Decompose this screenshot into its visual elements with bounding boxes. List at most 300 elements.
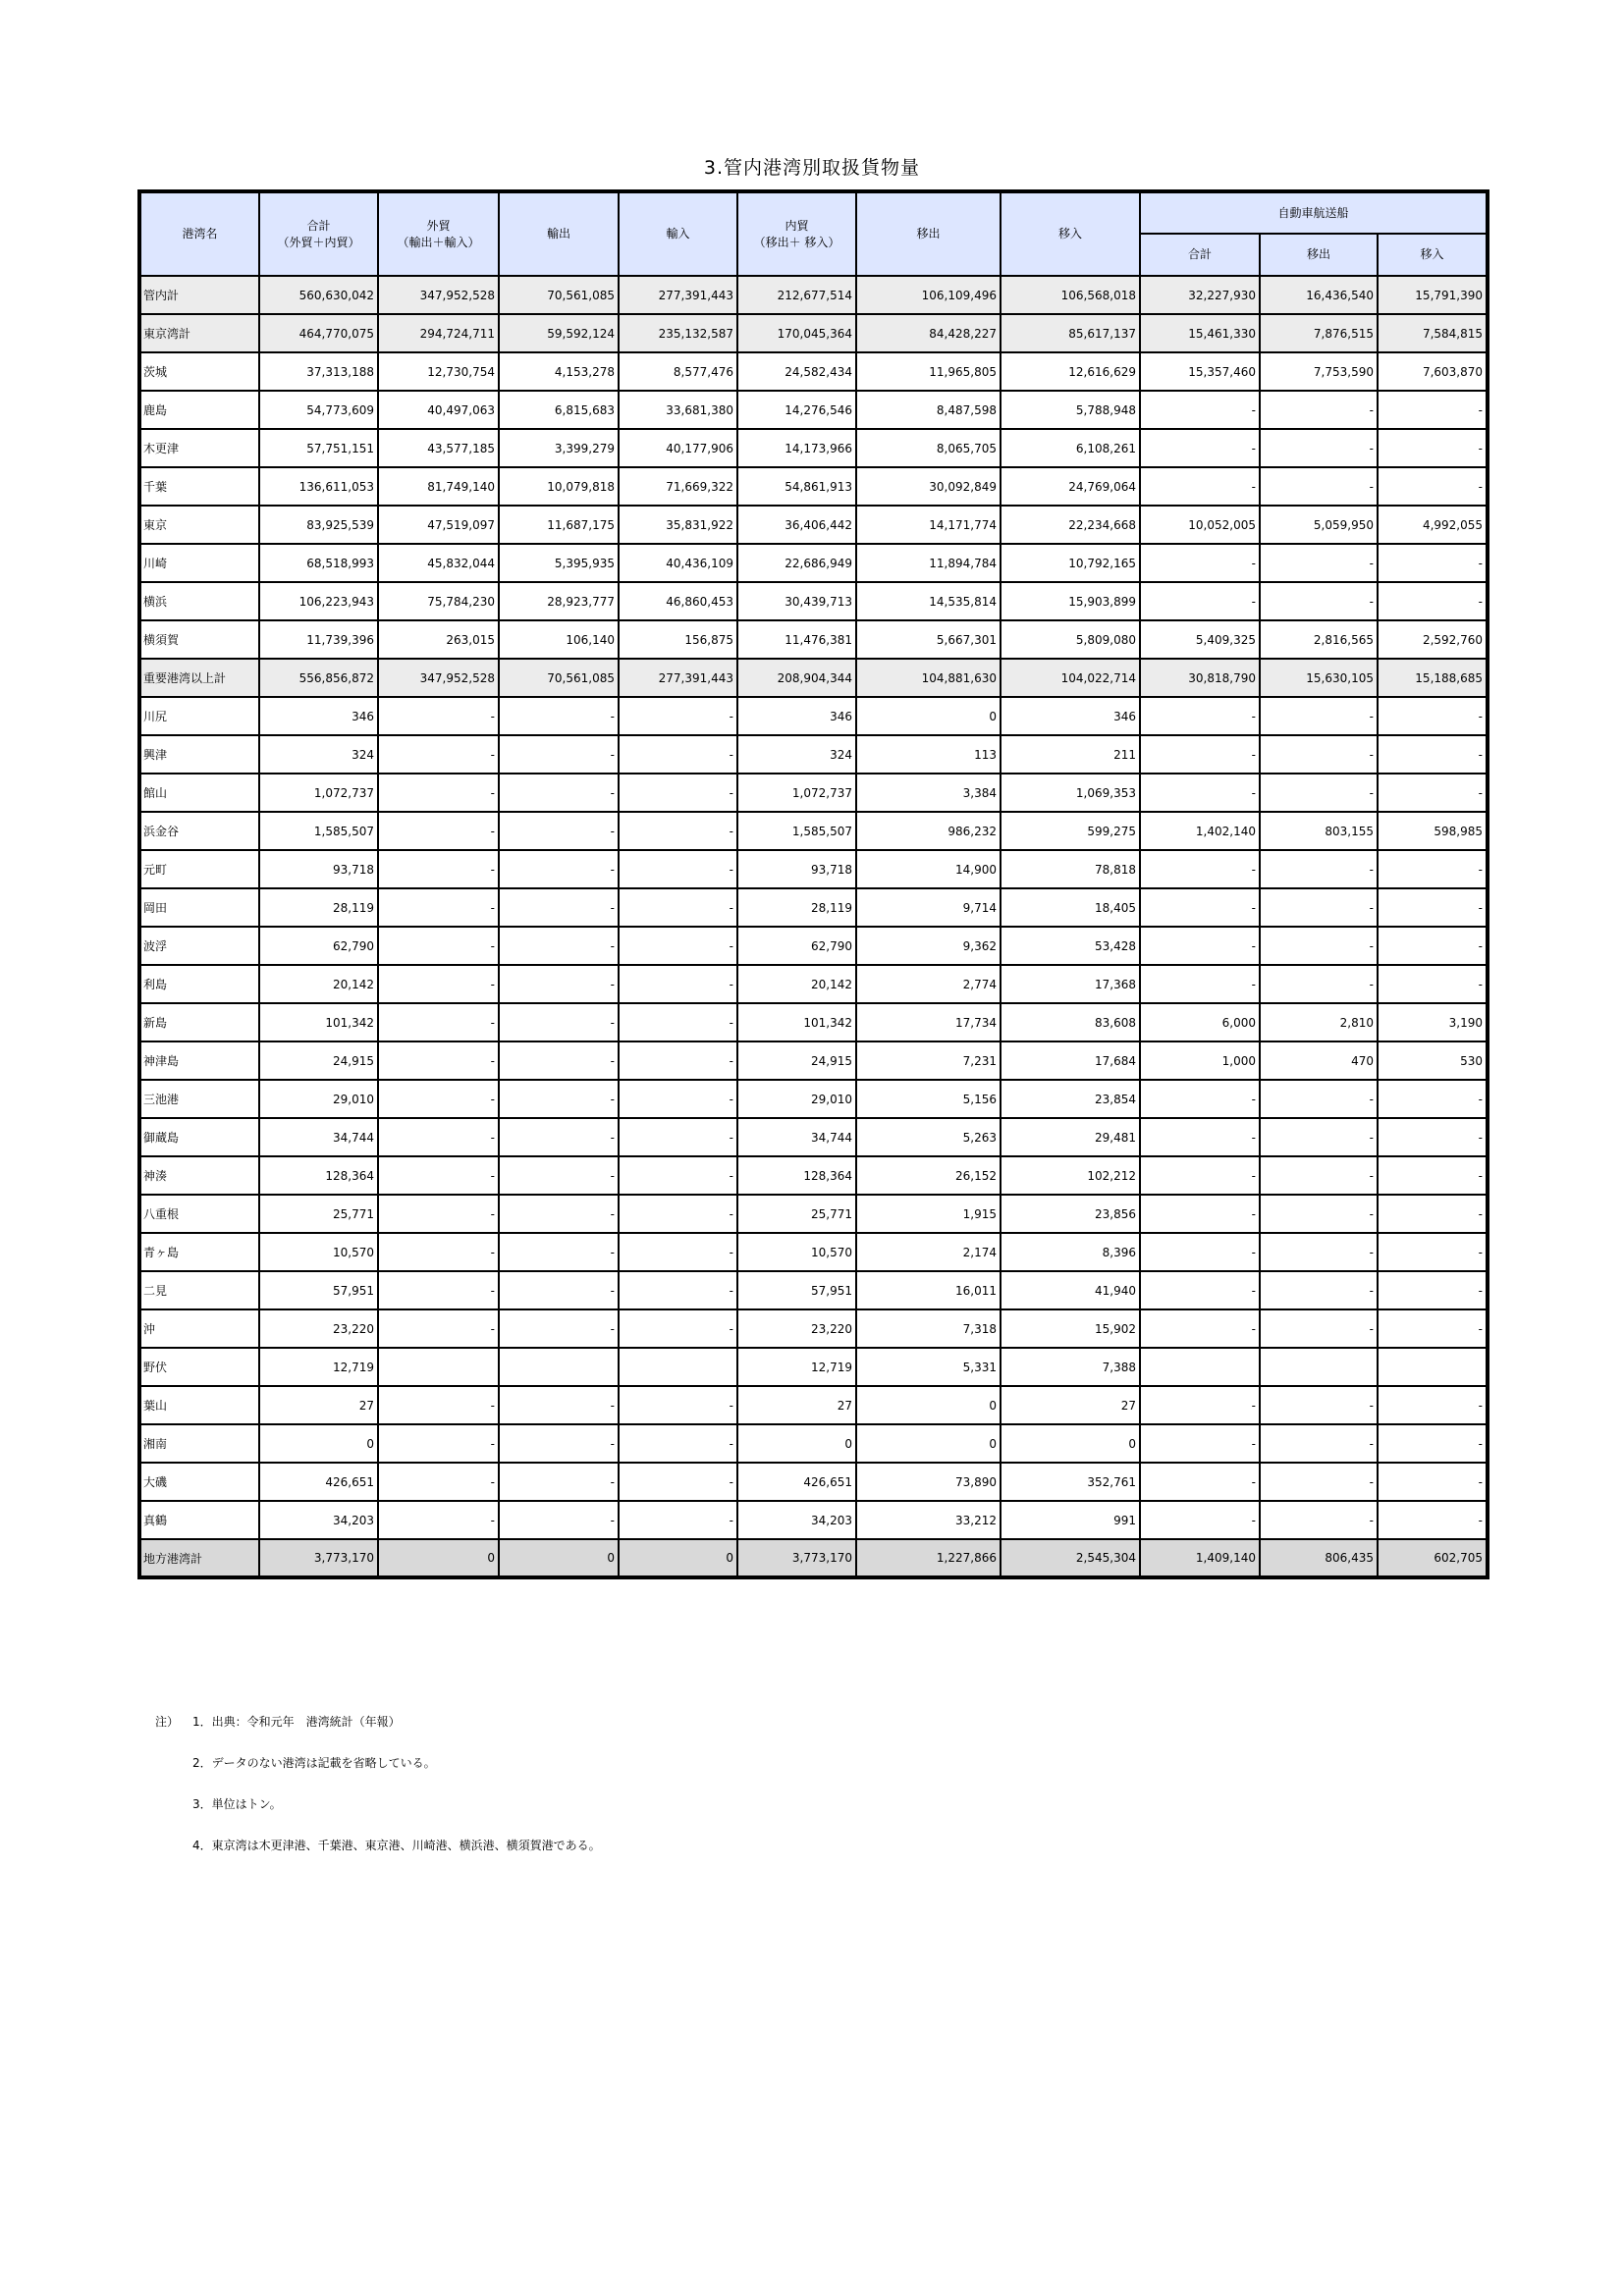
value-cell: -	[1260, 1463, 1378, 1501]
value-cell: 5,667,301	[856, 620, 1001, 659]
table-row	[139, 888, 1488, 927]
value-cell: 106,223,943	[259, 582, 378, 620]
value-cell: 26,152	[856, 1156, 1001, 1195]
value-cell: -	[499, 1386, 619, 1424]
value-cell: -	[1378, 1386, 1488, 1424]
value-cell: -	[1378, 927, 1488, 965]
value-cell: 14,900	[856, 850, 1001, 888]
value-cell: -	[619, 1156, 737, 1195]
value-cell: 25,771	[737, 1195, 856, 1233]
value-cell: -	[619, 812, 737, 850]
value-cell: 23,856	[1001, 1195, 1140, 1233]
value-cell: 70,561,085	[499, 276, 619, 314]
value-cell: -	[1260, 1501, 1378, 1539]
value-cell: 62,790	[737, 927, 856, 965]
value-cell: 6,000	[1140, 1003, 1260, 1041]
value-cell: 34,744	[259, 1118, 378, 1156]
port-name-cell: 波浮	[139, 927, 259, 965]
value-cell: 347,952,528	[378, 659, 499, 697]
value-cell: 16,436,540	[1260, 276, 1378, 314]
value-cell: 208,904,344	[737, 659, 856, 697]
value-cell: -	[1140, 1080, 1260, 1118]
value-cell: -	[1260, 774, 1378, 812]
note-text: 2．データのない港湾は記載を省略している。	[192, 1756, 436, 1770]
value-cell: 15,188,685	[1378, 659, 1488, 697]
value-cell: 5,809,080	[1001, 620, 1140, 659]
value-cell: 29,481	[1001, 1118, 1140, 1156]
port-name-cell: 茨城	[139, 352, 259, 391]
table-row	[139, 774, 1488, 812]
value-cell: 40,436,109	[619, 544, 737, 582]
value-cell: -	[1260, 1195, 1378, 1233]
port-name-cell: 鹿島	[139, 391, 259, 429]
table-row	[139, 1195, 1488, 1233]
value-cell: 2,174	[856, 1233, 1001, 1271]
header-foreign-trade	[378, 191, 499, 276]
value-cell: -	[1378, 1233, 1488, 1271]
header-total-text: 合計 （外貿＋内貿）	[277, 218, 360, 249]
value-cell: 1,585,507	[737, 812, 856, 850]
value-cell: 0	[856, 697, 1001, 735]
value-cell: 2,545,304	[1001, 1539, 1140, 1577]
value-cell: 27	[259, 1386, 378, 1424]
value-cell: 1,409,140	[1140, 1539, 1260, 1577]
value-cell: 101,342	[737, 1003, 856, 1041]
value-cell: 11,739,396	[259, 620, 378, 659]
table-header	[139, 191, 1488, 276]
value-cell: -	[1260, 1156, 1378, 1195]
value-cell: 7,753,590	[1260, 352, 1378, 391]
value-cell: 128,364	[737, 1156, 856, 1195]
value-cell: 106,140	[499, 620, 619, 659]
value-cell: 34,203	[737, 1501, 856, 1539]
value-cell: 5,409,325	[1140, 620, 1260, 659]
value-cell: -	[499, 1003, 619, 1041]
value-cell	[619, 1348, 737, 1386]
value-cell: 83,608	[1001, 1003, 1140, 1041]
value-cell: 9,714	[856, 888, 1001, 927]
value-cell: -	[499, 1156, 619, 1195]
value-cell: -	[378, 850, 499, 888]
value-cell: 8,577,476	[619, 352, 737, 391]
page-title: 3.管内港湾別取扱貨物量	[703, 157, 921, 179]
value-cell: 8,487,598	[856, 391, 1001, 429]
value-cell: 12,719	[737, 1348, 856, 1386]
value-cell: 18,405	[1001, 888, 1140, 927]
value-cell: 3,190	[1378, 1003, 1488, 1041]
value-cell: -	[619, 1501, 737, 1539]
port-name-cell: 御蔵島	[139, 1118, 259, 1156]
value-cell: 324	[737, 735, 856, 774]
value-cell: 11,687,175	[499, 506, 619, 544]
value-cell: -	[1260, 544, 1378, 582]
value-cell: -	[378, 1233, 499, 1271]
header-foreign-text: 外貿 （輸出＋輸入）	[397, 218, 480, 249]
value-cell: -	[1378, 1501, 1488, 1539]
value-cell: 101,342	[259, 1003, 378, 1041]
value-cell: 41,940	[1001, 1271, 1140, 1309]
value-cell: -	[619, 888, 737, 927]
value-cell: 11,476,381	[737, 620, 856, 659]
value-cell: -	[1140, 1386, 1260, 1424]
value-cell: 7,603,870	[1378, 352, 1488, 391]
value-cell: 73,890	[856, 1463, 1001, 1501]
value-cell: -	[619, 1463, 737, 1501]
value-cell: 170,045,364	[737, 314, 856, 352]
value-cell: 10,792,165	[1001, 544, 1140, 582]
value-cell: -	[1260, 467, 1378, 506]
port-name-cell: 利島	[139, 965, 259, 1003]
port-name-cell: 興津	[139, 735, 259, 774]
value-cell: -	[1260, 1386, 1378, 1424]
table-row	[139, 1041, 1488, 1080]
value-cell: -	[378, 1080, 499, 1118]
value-cell: 23,220	[737, 1309, 856, 1348]
value-cell: -	[619, 774, 737, 812]
value-cell: 20,142	[737, 965, 856, 1003]
value-cell: 7,231	[856, 1041, 1001, 1080]
value-cell: 530	[1378, 1041, 1488, 1080]
port-name-cell: 二見	[139, 1271, 259, 1309]
port-name-cell: 青ヶ島	[139, 1233, 259, 1271]
value-cell: 0	[619, 1539, 737, 1577]
value-cell: -	[1378, 1118, 1488, 1156]
value-cell: 346	[737, 697, 856, 735]
value-cell: -	[619, 1118, 737, 1156]
port-name-cell: 新島	[139, 1003, 259, 1041]
value-cell: -	[619, 1195, 737, 1233]
value-cell: 24,915	[259, 1041, 378, 1080]
value-cell: 556,856,872	[259, 659, 378, 697]
value-cell: 25,771	[259, 1195, 378, 1233]
value-cell: -	[499, 774, 619, 812]
value-cell	[378, 1348, 499, 1386]
value-cell: -	[1140, 1309, 1260, 1348]
port-name-cell: 横浜	[139, 582, 259, 620]
value-cell: -	[1260, 735, 1378, 774]
value-cell: 68,518,993	[259, 544, 378, 582]
value-cell: 347,952,528	[378, 276, 499, 314]
value-cell: 29,010	[259, 1080, 378, 1118]
header-inbound: 移入	[1001, 191, 1140, 276]
port-name-cell: 岡田	[139, 888, 259, 927]
port-name-cell: 三池港	[139, 1080, 259, 1118]
value-cell: 426,651	[737, 1463, 856, 1501]
note-item	[155, 1838, 601, 1879]
value-cell: 70,561,085	[499, 659, 619, 697]
port-name-cell: 川崎	[139, 544, 259, 582]
header-domestic-text: 内貿 （移出＋ 移入）	[753, 218, 840, 249]
value-cell: 17,684	[1001, 1041, 1140, 1080]
value-cell: -	[1260, 888, 1378, 927]
table-row	[139, 1271, 1488, 1309]
header-ferry-group: 自動車航送船	[1140, 191, 1488, 234]
table-row	[139, 1348, 1488, 1386]
value-cell	[1140, 1348, 1260, 1386]
value-cell: 1,072,737	[737, 774, 856, 812]
value-cell: 6,108,261	[1001, 429, 1140, 467]
value-cell: 1,402,140	[1140, 812, 1260, 850]
value-cell: -	[1260, 1118, 1378, 1156]
port-name-cell: 川尻	[139, 697, 259, 735]
value-cell: 0	[259, 1424, 378, 1463]
value-cell: 128,364	[259, 1156, 378, 1195]
table-body	[139, 276, 1488, 1577]
value-cell: -	[378, 1309, 499, 1348]
table-row	[139, 1501, 1488, 1539]
port-name-cell: 東京湾計	[139, 314, 259, 352]
value-cell: 32,227,930	[1140, 276, 1260, 314]
value-cell: 14,173,966	[737, 429, 856, 467]
value-cell: 15,630,105	[1260, 659, 1378, 697]
port-name-cell: 千葉	[139, 467, 259, 506]
value-cell: -	[1260, 927, 1378, 965]
value-cell: 4,992,055	[1378, 506, 1488, 544]
header-domestic-trade	[737, 191, 856, 276]
value-cell: 0	[856, 1386, 1001, 1424]
value-cell: 324	[259, 735, 378, 774]
value-cell: -	[1140, 888, 1260, 927]
table-row	[139, 582, 1488, 620]
value-cell: 7,876,515	[1260, 314, 1378, 352]
value-cell: 33,212	[856, 1501, 1001, 1539]
value-cell: -	[1140, 391, 1260, 429]
value-cell: -	[1378, 1080, 1488, 1118]
value-cell: 346	[1001, 697, 1140, 735]
value-cell: 5,788,948	[1001, 391, 1140, 429]
value-cell: 12,719	[259, 1348, 378, 1386]
value-cell: -	[1378, 965, 1488, 1003]
port-name-cell: 葉山	[139, 1386, 259, 1424]
value-cell: 71,669,322	[619, 467, 737, 506]
value-cell: 57,951	[737, 1271, 856, 1309]
value-cell: -	[1140, 774, 1260, 812]
value-cell: -	[619, 1233, 737, 1271]
value-cell: 294,724,711	[378, 314, 499, 352]
value-cell: 235,132,587	[619, 314, 737, 352]
value-cell: 15,903,899	[1001, 582, 1140, 620]
value-cell: 1,000	[1140, 1041, 1260, 1080]
table-row	[139, 1118, 1488, 1156]
port-name-cell: 沖	[139, 1309, 259, 1348]
port-name-cell: 大磯	[139, 1463, 259, 1501]
value-cell: 30,439,713	[737, 582, 856, 620]
value-cell: -	[1140, 544, 1260, 582]
value-cell: 37,313,188	[259, 352, 378, 391]
value-cell: -	[1378, 1309, 1488, 1348]
table-row	[139, 735, 1488, 774]
value-cell: 16,011	[856, 1271, 1001, 1309]
header-ferry-total: 合計	[1140, 234, 1260, 276]
value-cell: -	[499, 697, 619, 735]
value-cell: -	[1378, 467, 1488, 506]
port-name-cell: 神津島	[139, 1041, 259, 1080]
value-cell: 598,985	[1378, 812, 1488, 850]
value-cell: 17,368	[1001, 965, 1140, 1003]
value-cell: 0	[1001, 1424, 1140, 1463]
note-item	[155, 1714, 601, 1755]
value-cell: 1,072,737	[259, 774, 378, 812]
value-cell: -	[619, 1003, 737, 1041]
value-cell: 14,535,814	[856, 582, 1001, 620]
value-cell: -	[378, 1041, 499, 1080]
value-cell: -	[499, 1424, 619, 1463]
value-cell: 2,774	[856, 965, 1001, 1003]
value-cell: -	[1378, 1424, 1488, 1463]
value-cell: 22,686,949	[737, 544, 856, 582]
value-cell: 106,109,496	[856, 276, 1001, 314]
value-cell: 23,854	[1001, 1080, 1140, 1118]
note-text: 3．単位はトン。	[192, 1797, 282, 1811]
port-name-cell: 元町	[139, 850, 259, 888]
value-cell: -	[619, 965, 737, 1003]
value-cell: -	[1378, 1271, 1488, 1309]
header-port-name: 港湾名	[139, 191, 259, 276]
header-import: 輸入	[619, 191, 737, 276]
value-cell: 352,761	[1001, 1463, 1140, 1501]
value-cell: -	[378, 1386, 499, 1424]
value-cell: 8,396	[1001, 1233, 1140, 1271]
value-cell: 0	[378, 1539, 499, 1577]
value-cell: 43,577,185	[378, 429, 499, 467]
value-cell: -	[1260, 391, 1378, 429]
note-item	[155, 1755, 601, 1796]
value-cell: 57,951	[259, 1271, 378, 1309]
value-cell: -	[1140, 697, 1260, 735]
port-name-cell: 重要港湾以上計	[139, 659, 259, 697]
value-cell: -	[1140, 1156, 1260, 1195]
notes-label: 注）	[155, 1715, 180, 1729]
table-row	[139, 1003, 1488, 1041]
value-cell: 23,220	[259, 1309, 378, 1348]
value-cell: -	[499, 1041, 619, 1080]
value-cell: 3,399,279	[499, 429, 619, 467]
table-row	[139, 697, 1488, 735]
value-cell: 0	[856, 1424, 1001, 1463]
value-cell: 57,751,151	[259, 429, 378, 467]
value-cell: -	[1140, 429, 1260, 467]
value-cell: -	[1140, 1271, 1260, 1309]
value-cell: 1,585,507	[259, 812, 378, 850]
value-cell: 34,203	[259, 1501, 378, 1539]
value-cell: 54,773,609	[259, 391, 378, 429]
value-cell: 212,677,514	[737, 276, 856, 314]
value-cell: -	[1140, 582, 1260, 620]
value-cell: -	[378, 1501, 499, 1539]
value-cell: -	[1260, 850, 1378, 888]
port-name-cell: 東京	[139, 506, 259, 544]
value-cell: -	[378, 1118, 499, 1156]
table-row	[139, 314, 1488, 352]
value-cell: -	[1140, 1195, 1260, 1233]
header-export: 輸出	[499, 191, 619, 276]
header-ferry-outbound: 移出	[1260, 234, 1378, 276]
value-cell: -	[619, 735, 737, 774]
value-cell: 426,651	[259, 1463, 378, 1501]
port-name-cell: 木更津	[139, 429, 259, 467]
port-name-cell: 野伏	[139, 1348, 259, 1386]
value-cell: -	[378, 927, 499, 965]
value-cell: 20,142	[259, 965, 378, 1003]
value-cell: 991	[1001, 1501, 1140, 1539]
value-cell: -	[378, 1003, 499, 1041]
value-cell: -	[1378, 1156, 1488, 1195]
value-cell: 5,059,950	[1260, 506, 1378, 544]
table-row	[139, 1424, 1488, 1463]
value-cell: -	[1260, 429, 1378, 467]
value-cell: 84,428,227	[856, 314, 1001, 352]
value-cell: 35,831,922	[619, 506, 737, 544]
value-cell: -	[1378, 429, 1488, 467]
port-name-cell: 館山	[139, 774, 259, 812]
value-cell: 11,965,805	[856, 352, 1001, 391]
value-cell: 54,861,913	[737, 467, 856, 506]
value-cell: 12,730,754	[378, 352, 499, 391]
value-cell: -	[1140, 1501, 1260, 1539]
value-cell: 5,395,935	[499, 544, 619, 582]
port-name-cell: 湘南	[139, 1424, 259, 1463]
value-cell: -	[499, 1309, 619, 1348]
value-cell: -	[619, 927, 737, 965]
value-cell: -	[1260, 1424, 1378, 1463]
value-cell: -	[499, 1233, 619, 1271]
value-cell: -	[499, 1271, 619, 1309]
value-cell: 10,570	[737, 1233, 856, 1271]
value-cell: 560,630,042	[259, 276, 378, 314]
value-cell: 277,391,443	[619, 276, 737, 314]
value-cell: 0	[737, 1424, 856, 1463]
value-cell: -	[1378, 1195, 1488, 1233]
value-cell: 7,388	[1001, 1348, 1140, 1386]
value-cell: 47,519,097	[378, 506, 499, 544]
value-cell: 59,592,124	[499, 314, 619, 352]
value-cell: 29,010	[737, 1080, 856, 1118]
value-cell: 136,611,053	[259, 467, 378, 506]
value-cell: -	[378, 735, 499, 774]
note-item	[155, 1796, 601, 1838]
value-cell: 93,718	[259, 850, 378, 888]
value-cell: 11,894,784	[856, 544, 1001, 582]
value-cell	[499, 1348, 619, 1386]
value-cell: 156,875	[619, 620, 737, 659]
value-cell: 33,681,380	[619, 391, 737, 429]
value-cell: 10,570	[259, 1233, 378, 1271]
header-outbound: 移出	[856, 191, 1001, 276]
value-cell: 803,155	[1260, 812, 1378, 850]
value-cell: -	[619, 697, 737, 735]
value-cell: 85,617,137	[1001, 314, 1140, 352]
value-cell: 14,171,774	[856, 506, 1001, 544]
value-cell: 81,749,140	[378, 467, 499, 506]
value-cell: -	[499, 850, 619, 888]
table-row	[139, 850, 1488, 888]
value-cell: -	[378, 1271, 499, 1309]
value-cell: 15,357,460	[1140, 352, 1260, 391]
value-cell: -	[378, 1463, 499, 1501]
value-cell: -	[1378, 697, 1488, 735]
value-cell: 3,384	[856, 774, 1001, 812]
value-cell: -	[1378, 850, 1488, 888]
port-name-cell: 浜金谷	[139, 812, 259, 850]
table-row	[139, 1539, 1488, 1577]
port-name-cell: 真鶴	[139, 1501, 259, 1539]
value-cell: 602,705	[1378, 1539, 1488, 1577]
value-cell: -	[619, 1424, 737, 1463]
value-cell: 30,092,849	[856, 467, 1001, 506]
value-cell: 3,773,170	[259, 1539, 378, 1577]
value-cell: 7,584,815	[1378, 314, 1488, 352]
value-cell: 53,428	[1001, 927, 1140, 965]
